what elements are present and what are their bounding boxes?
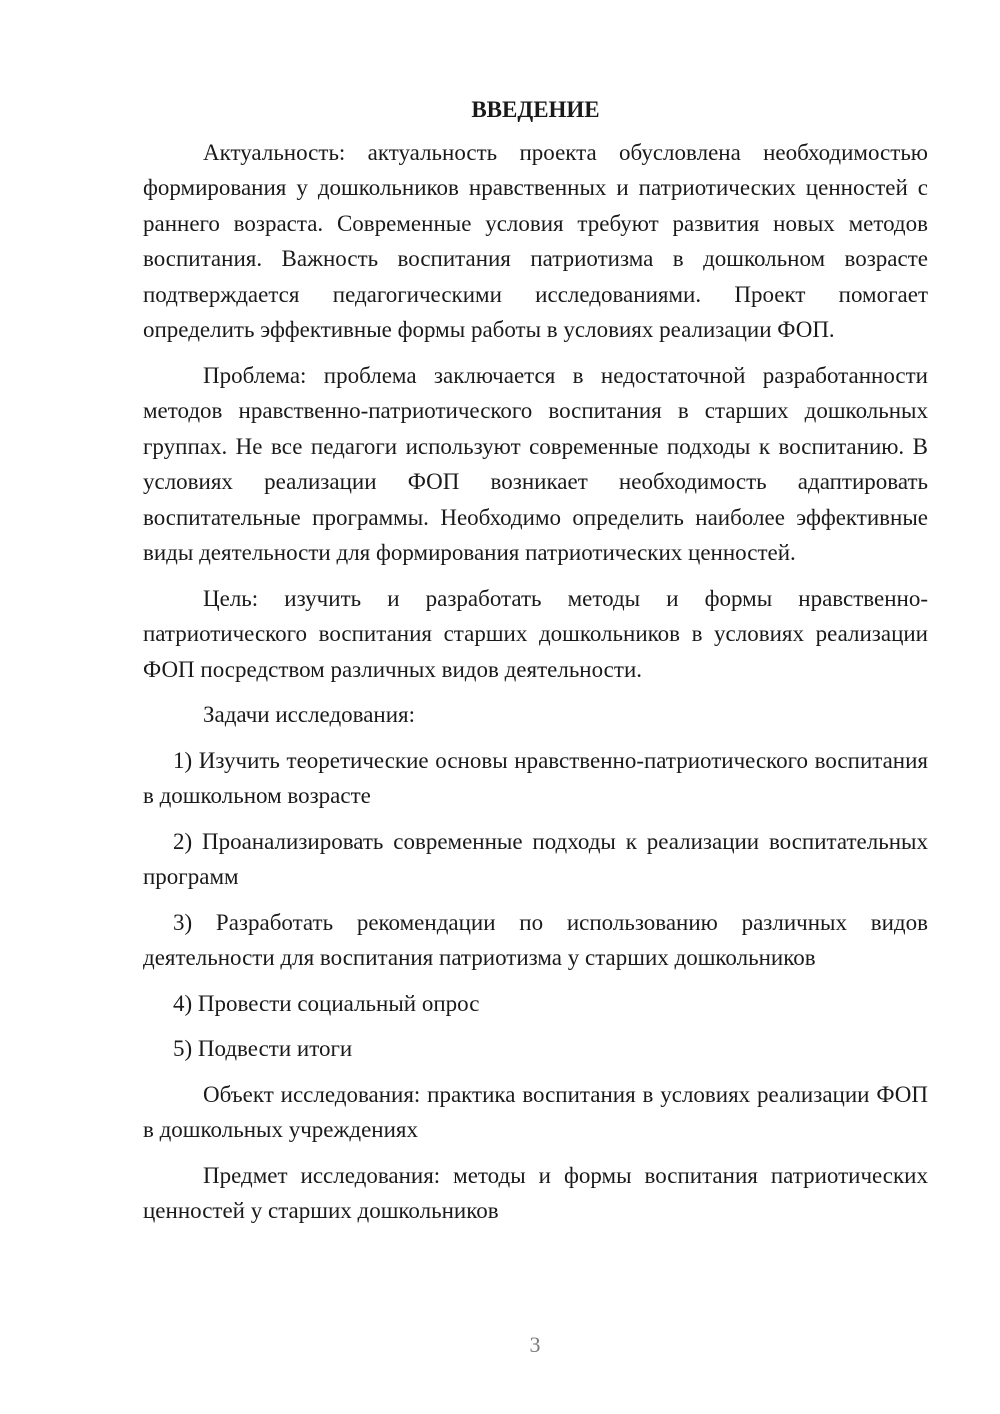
page-title: ВВЕДЕНИЕ bbox=[471, 97, 600, 122]
goal-paragraph: Цель: изучить и разработать методы и формы нравственно-патриотического воспитания старших дошкольников в условиях реализации ФОП посредством различных видов деятельности. bbox=[143, 585, 928, 682]
task-item: 5) Подвести итоги bbox=[173, 1036, 353, 1061]
task-item: 3) Разработать рекомендации по использованию различных видов деятельности для воспитания патриотизма у старших дошкольников bbox=[143, 909, 928, 970]
page-number: 3 bbox=[529, 1332, 541, 1357]
task-item: 2) Проанализировать современные подходы к реализации воспитательных программ bbox=[143, 828, 928, 889]
problem-paragraph: Проблема: проблема заключается в недостаточной разработанности методов нравственно-патриотического воспитания в старших дошкольных группах. Не все педагоги используют современные подходы к воспитанию. В условиях реализации ФОП возникает необходимость адаптировать воспитательные программы. Необходимо определить наиболее эффективные виды деятельности для формирования патриотических ценностей. bbox=[143, 362, 928, 565]
document-page bbox=[143, 92, 928, 1239]
task-item: 4) Провести социальный опрос bbox=[173, 990, 480, 1016]
task-item: 1) Изучить теоретические основы нравственно-патриотического воспитания в дошкольном возрасте bbox=[143, 747, 928, 808]
subject-paragraph: Предмет исследования: методы и формы воспитания патриотических ценностей у старших дошкольников bbox=[143, 1162, 928, 1223]
relevance-paragraph: Актуальность: актуальность проекта обусловлена необходимостью формирования у дошкольников нравственных и патриотических ценностей с раннего возраста. Современные условия требуют развития новых методов воспитания. Важность воспитания патриотизма в дошкольном возрасте подтверждается педагогическими исследованиями. Проект помогает определить эффективные формы работы в условиях реализации ФОП. bbox=[143, 139, 928, 342]
tasks-heading: Задачи исследования: bbox=[203, 702, 416, 727]
object-paragraph: Объект исследования: практика воспитания в условиях реализации ФОП в дошкольных учреждениях bbox=[143, 1081, 928, 1142]
